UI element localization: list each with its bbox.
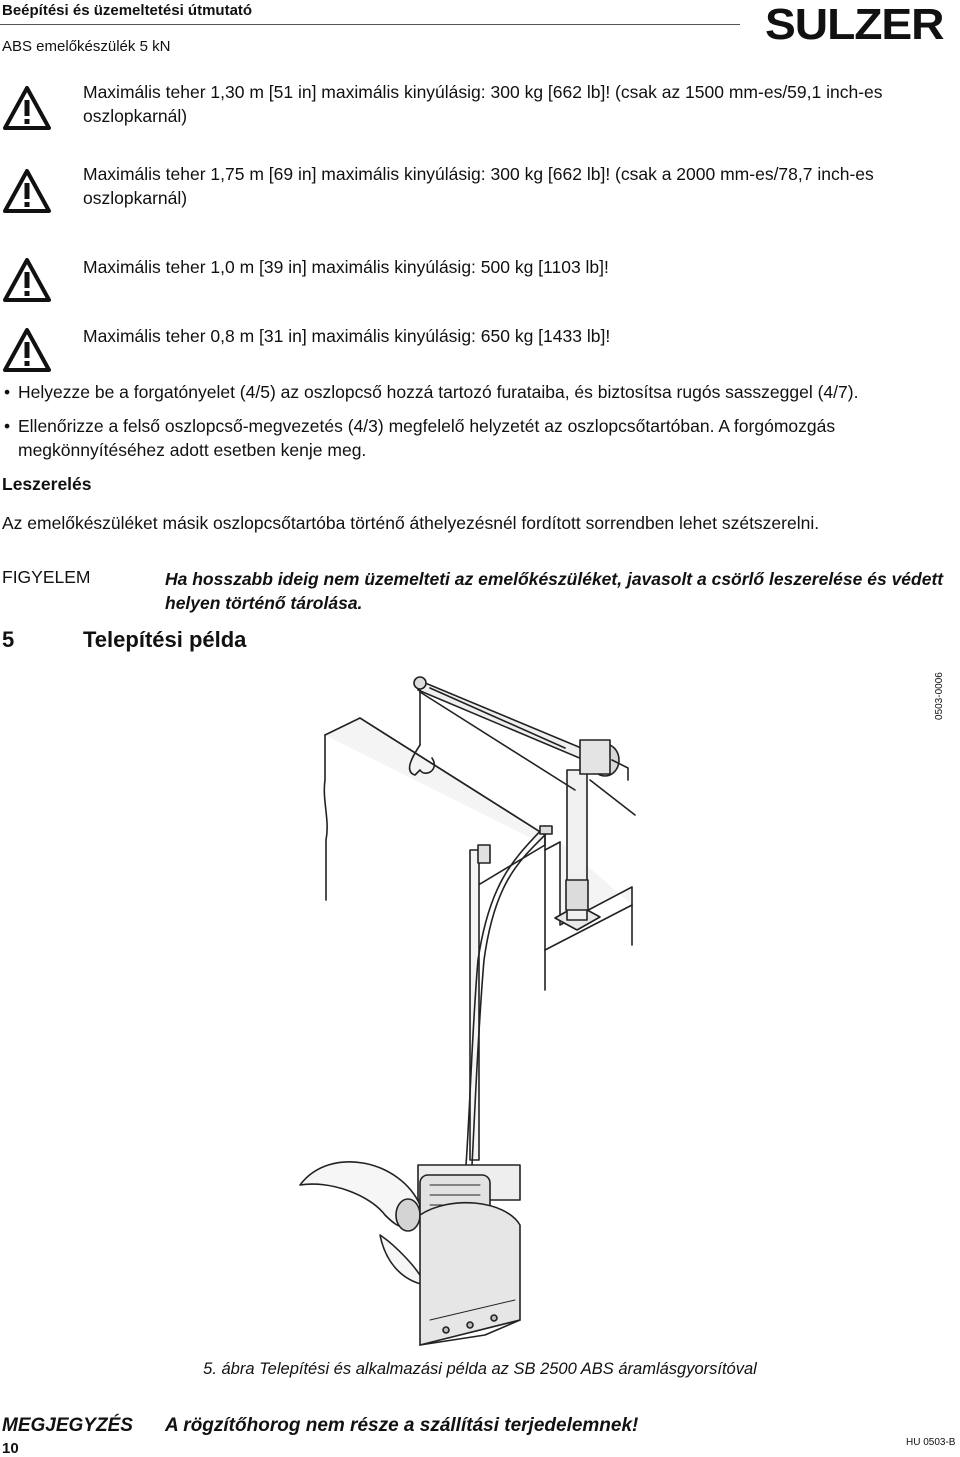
bullet-text-2: Ellenőrizze a felső oszlopcső-megvezetés (4/3) megfelelő helyzetét az oszlopcsőtartóban. A forgómozgás megkönnyítéséhez adott esetben kenje meg. <box>18 416 836 460</box>
footer-note-text: A rögzítőhorog nem része a szállítási terjedelemnek! <box>165 1415 639 1436</box>
footer-note-label: MEGJEGYZÉS <box>2 1415 133 1436</box>
page-number: 10 <box>2 1440 19 1457</box>
bullet-dot-icon: • <box>4 416 11 436</box>
notice-label: FIGYELEM <box>2 567 91 587</box>
warning-triangle-icon <box>2 168 52 214</box>
header-title: Beépítési és üzemeltetési útmutató <box>2 2 253 19</box>
section-title: Telepítési példa <box>83 627 247 652</box>
installation-illustration <box>280 660 660 1360</box>
warning-text-4: Maximális teher 0,8 m [31 in] maximális kinyúlásig: 650 kg [1433 lb]! <box>83 326 611 346</box>
list-item <box>2 414 958 462</box>
list-item <box>2 380 958 404</box>
bullet-dot-icon: • <box>4 382 11 402</box>
document-code: HU 0503-B <box>906 1437 956 1448</box>
bullet-text-1: Helyezze be a forgatónyelet (4/5) az oszlopcső hozzá tartozó furataiba, és biztosítsa rugós sasszeggel (4/7). <box>18 382 859 402</box>
header-subtitle: ABS emelőkészülék 5 kN <box>2 38 171 55</box>
section-number: 5 <box>2 627 15 652</box>
warning-text-2: Maximális teher 1,75 m [69 in] maximális kinyúlásig: 300 kg [662 lb]! (csak a 2000 mm-es/78,7 inch-es oszlopkarnál) <box>83 164 874 208</box>
notice-text: Ha hosszabb ideig nem üzemelteti az emelőkészüléket, javasolt a csörlő leszerelése és védett helyen történő tárolása. <box>165 569 944 613</box>
sulzer-logo: SULZER <box>765 0 944 49</box>
disassembly-text: Az emelőkészüléket másik oszlopcsőtartóba történő áthelyezésnél fordított sorrendben lehet szétszerelni. <box>2 513 820 533</box>
warning-text-3: Maximális teher 1,0 m [39 in] maximális kinyúlásig: 500 kg [1103 lb]! <box>83 257 609 277</box>
disassembly-heading: Leszerelés <box>2 474 92 494</box>
header-rule <box>0 24 740 25</box>
warning-triangle-icon <box>2 85 52 131</box>
warning-text-1: Maximális teher 1,30 m [51 in] maximális kinyúlásig: 300 kg [662 lb]! (csak az 1500 mm-es/59,1 inch-es oszlopkarnál) <box>83 82 883 126</box>
warning-triangle-icon <box>2 327 52 373</box>
warning-triangle-icon <box>2 257 52 303</box>
figure-caption: 5. ábra Telepítési és alkalmazási példa az SB 2500 ABS áramlásgyorsítóval <box>203 1360 757 1378</box>
figure-code: 0503-0006 <box>934 672 945 720</box>
